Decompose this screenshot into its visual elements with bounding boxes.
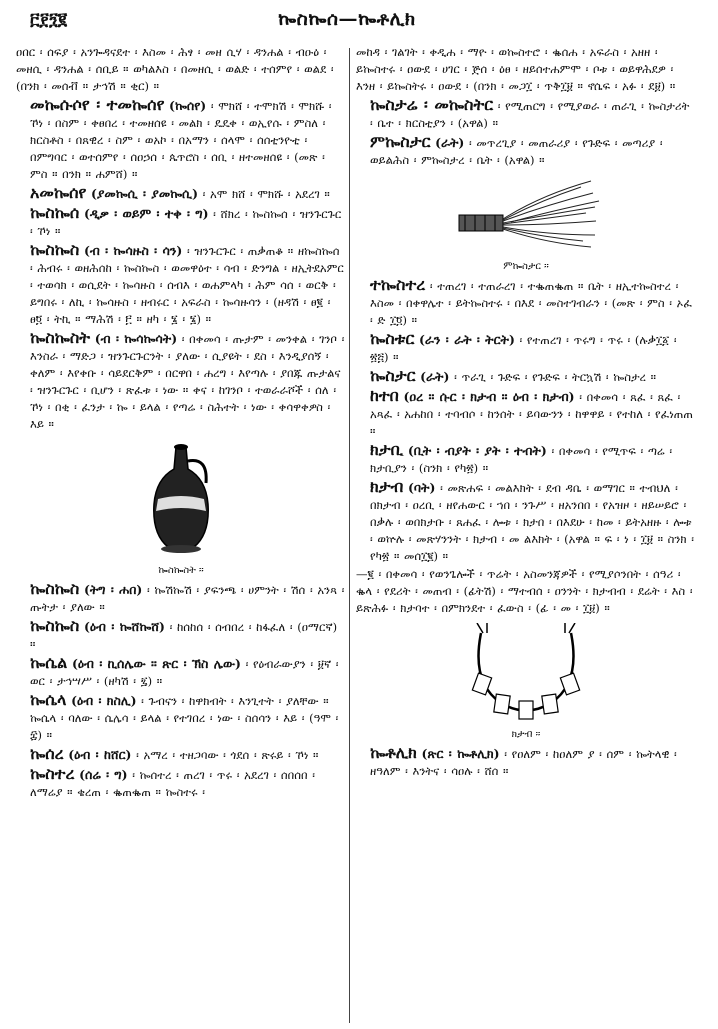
dictionary-entry	[16, 617, 346, 653]
entry-body: ፡ የዐለም ፡ ከዐለም ያ ፡ ሰም ፡ ኰትላዊ ፡ ዘዓለም ፡ እንትና ፡ ሳዐሉ ፡ ሸሰ ።	[370, 747, 677, 778]
entry-etymology: (ብ ፡ ኰሳዙስ ፡ ሳን)	[83, 243, 183, 258]
entry-headword: ኰስኰሰ	[30, 203, 80, 222]
entry-headword: መኰሱሶየ ፡ ተመኰሰየ	[30, 95, 165, 114]
dictionary-entry	[356, 276, 696, 329]
entry-body: ፡ ሸክረ ፡ ኰስኰሰ ፡ ዝንጉርጉር ፡ ኾነ ።	[30, 207, 342, 238]
dictionary-entry	[16, 184, 346, 203]
dictionary-entry	[356, 566, 696, 617]
left-column	[16, 44, 346, 1024]
dictionary-entry	[356, 744, 696, 780]
entry-headword: ክታብ	[370, 477, 404, 496]
jar-illustration	[136, 439, 226, 559]
dictionary-entry	[16, 580, 346, 616]
dictionary-entry	[16, 204, 346, 240]
entry-body: ፡ ተጠረገ ፡ ተጠራረገ ፡ ተቈጠቈጠ ። ቤት ፡ ዘኢተኰስተረ ፡ እስመ ፡ በቀዋሌተ ፡ ይትኰስተሩ ፡ በእደ ፡ መስተገብራን ፡ (መጽ ፡ ምስ ፡ ኦፈ ፡ ድ ፲፬) ።	[370, 279, 693, 327]
entry-headword: ኰስኰስ	[30, 579, 80, 598]
entry-body: ፡ ከሰከሰ ፡ ሰብበረ ፡ ከፋፈለ ፡ (ዐማርኛ) ።	[30, 620, 338, 651]
figure-caption: ምኰስታር ።	[503, 261, 549, 272]
entry-headword: ኰሴላ	[30, 690, 67, 709]
entry-etymology: (ቢት ፡ ብያት ፡ ያት ፡ ተብት)	[407, 443, 547, 458]
entry-body: ፡ ጥራጊ ፡ ጉድፍ ፡ የጉድፍ ፡ ትርኳሽ ፡ ኰስታረ ።	[454, 370, 657, 384]
page-number: ፫፻፺፪	[30, 10, 68, 30]
entry-etymology: (ዕብ ፡ ኪሰሌው ። ጽር ፡ ኽስ ሌው)	[71, 656, 241, 671]
entry-etymology: (ባት)	[407, 480, 436, 495]
entry-etymology: (ራት)	[435, 135, 465, 150]
entry-body: ፡ የሚጠርግ ፡ የሚያወራ ፡ ጠራጊ ፡ ኰስታሪት ፡ ቤተ ፡ ክርስቲያን ፡ (አዋል) ።	[370, 99, 690, 130]
entry-etymology: (ብ ፡ ኰሳኰሳት)	[94, 331, 178, 346]
figure-caption: ኰስኰስት ።	[158, 565, 204, 576]
entry-headword: ከተበ	[370, 386, 399, 405]
entry-etymology: (ራት)	[420, 369, 450, 384]
entry-headword: ኰስታር	[370, 366, 416, 385]
dictionary-entry	[16, 745, 346, 764]
entry-etymology: (ትግ ፡ ሐበ)	[83, 582, 143, 597]
entry-headword: ተኰስተረ	[370, 275, 426, 294]
entry-body: ፡ ኰሽኰሽ ፡ ያፍንጫ ፡ ሀምንት ፡ ሽሰ ፡ አንጻ ፡ ጡትታ ፡ ያለው ።	[30, 583, 345, 614]
figure-caption: ክታብ ።	[511, 729, 541, 740]
entry-body: ፡ ጉብናን ፡ ከዋክብት ፡ እንጊተት ፡ ያለቸው ። ኰሴላ ፡ ባለው ፡ ሴሌሳ ፡ ይላል ፡ የተገበረ ፡ ነው ፡ ስሰሳን ፡ እይ ፡ (ዓሞ ፡ ፰) ።	[30, 694, 339, 742]
entry-body: ፡ በቀመሳ ፡ ጡታም ፡ መንቀል ፡ ገንቦ ፡ እንስራ ፡ ማድጋ ፡ ዝንጉርጉርንት ፡ ያለው ፡ ሲያዩት ፡ ደስ ፡ እንዲያሰኝ ፡ ቀለም ፡ እየቀቡ ፡ ሳይደርቅም ፡ በርዋበ ፡ ሐረግ ፡ እየጣሉ ፡ ያበጁ ጡታልና ፡ ዝንጉርጉር ፡ ቢሆን ፡ ጽፈቱ ፡ ነው ። ቀና ፡ ከገንቦ ፡ ተወራራሾች ፡ ሰለ ፡ ኾነ ፡ በቂ ፡ ፈንታ ፡ ኰ ፡ ይላል ፡ የጣሬ ፡ ስሕተት ፡ ነው ፡ ቀሳዋቀዎስ ፡ እይ ።	[30, 332, 345, 431]
entry-headword: ክታቢ	[370, 440, 404, 459]
entry-body: ፡ የተጠረገ ፡ ጥሩግ ፡ ጥሩ ፡ (ሉቃ፲፩ ፡ ፳፭) ።	[370, 333, 677, 364]
entry-headword: ኰስተረ	[30, 764, 75, 783]
entry-etymology: (ራን ፡ ራት ፡ ትርት)	[418, 332, 515, 347]
dictionary-entry	[16, 44, 346, 95]
entry-headword: ኰሰረ	[30, 744, 64, 763]
dictionary-entry	[16, 241, 346, 328]
page-header	[0, 0, 718, 40]
entry-body: ፡ የዕብራውያን ፡ ፱ኛ ፡ ወር ፡ ታኅሣሥ ፡ (ዘካሽ ፡ ፯) ።	[30, 657, 339, 688]
entry-etymology: (ዕብ ፡ ክስሊ)	[71, 693, 137, 708]
dictionary-entry	[16, 691, 346, 744]
dictionary-entry	[16, 329, 346, 433]
dictionary-entry	[356, 133, 696, 169]
column-divider	[349, 48, 350, 1023]
figure-amulet	[356, 623, 696, 727]
entry-etymology: (ያመኰሲ ፡ ያመኰሲ)	[90, 186, 198, 201]
figure-jar	[16, 439, 346, 563]
dictionary-entry	[16, 765, 346, 801]
entry-body: መከዳ ፡ ገልገት ፡ ቀዲሐ ፡ ማዮ ፡ ወኰስተሮ ፡ ቈሰሐ ፡ አፍራስ ፡ አዘዘ ፡ ይኰስተሩ ፡ ዐውደ ፡ ሀገር ፡ ጅሰ ፡ ዕፀ ፡ ዘይሰተሐምሞ ፡ ቦቱ ፡ ወይዋሕደዎ ፡ እንዘ ፡ ይኰስትሩ ፡ ዐውደ ፡ (በንክ ፡ መጋ፲ ፡ ጥቅ፲፱ ። ኖሴፍ ፡ አፉ ፡ ደ፱) ።	[356, 45, 676, 93]
entry-headword: ኰስታሬ ፡ መኰስትር	[370, 95, 494, 114]
entry-body: ዐበር ፡ ሰፍያ ፡ አንጐዳናደተ ፡ እስመ ፡ ሕፃ ፡ መዘ ሲሃ ፡ ዳንሐል ፡ ብዑዕ ፡ መዘሲ ፡ ዳንሐል ፡ ሰቢይ ። ወካልእስ ፡ በመዘሲ ፡ ወልድ ፡ ተሰምየ ፡ ወልደ ፡ (በንክ ፡ መሰቭ ። ታኅሽ ። ቂር) ።	[16, 45, 334, 93]
entry-body: ፡ ዝንጉርጉር ፡ ጠቃጠቆ ። ዘኰስኰሰ ፡ ሕብሩ ፡ ወዘሕሰከ ፡ ኰስኰስ ፡ ወመዋዕተ ፡ ሳብ ፡ ድንግል ፡ ዘኢትደአምር ፡ ተወሳክ ፡ ወሲደት ፡ ኰሳዙስ ፡ ሰብእ ፡ ወሐምላካ ፡ ሕም ሳሰ ፡ ወርቅ ፡ ይግበሩ ፡ ለኪ ፡ ኰሳዙስ ፡ ዘብሩር ፡ አፍራስ ፡ ኰሳዙሳን ፡ (ዘዳሽ ፡ ፀ፪ ፡ ፀ፬ ፡ ትኪ ። ማሕሽ ፡ ፫ ። ዘካ ፡ ፮ ፡ ፮) ።	[30, 244, 344, 326]
entry-headword: ኰስቱር	[370, 329, 415, 348]
entry-etymology: (ጽር ፡ ኰቶሊክ)	[421, 746, 500, 761]
entry-headword: ምኰስታር	[370, 132, 431, 151]
entry-etymology: (ዐረ ። ሱር ፡ ክታብ ። ዕብ ፡ ክታብ)	[403, 389, 575, 404]
right-column	[356, 44, 696, 1024]
entry-etymology: (ሰሬ ፡ ግ)	[79, 767, 128, 782]
dictionary-entry	[16, 96, 346, 183]
entry-headword: ኰስኰስ	[30, 240, 80, 259]
dictionary-entry	[16, 654, 346, 690]
running-head: ኰስኰሰ—ኰቶሊክ	[278, 8, 416, 30]
entry-headword: ኰስኰስ	[30, 616, 80, 635]
entry-headword: ኰቶሊክ	[370, 743, 417, 762]
dictionary-entry	[356, 441, 696, 477]
entry-body: ፡ አሞ ክሸ ፡ ሞክሹ ፡ አደረገ ።	[202, 187, 330, 201]
entry-body: ፡ ኰሰተረ ፡ ጠረገ ፡ ጥሩ ፡ አደረገ ፡ ሰበሰበ ፡ ለማሬያ ። ቄረጠ ፡ ቈጠቈጠ ። ኰስተሩ ፡	[30, 768, 315, 799]
entry-body: ፡ ሞክሸ ፡ ተሞክሽ ፡ ሞክሹ ፡ ኾነ ፡ በስም ፡ ቀፀበረ ፡ ተመዘሰዩ ፡ መልክ ፡ ዴዴቀ ፡ ወኢየሱ ፡ ምስለ ፡ ክርስቶስ ፡ በጸዊረ ፡ ስም ፡ ወአኮ ፡ በአማን ፡ ሰላሞ ፡ ሰሰቲንዮቲ ፡ በምግባር ፡ ወተሰምየ ፡ ሰዐኃሰ ፡ ጴጥሮስ ፡ ሰቢ ፡ ዘተመዘሰዩ ፡ (መጽ ፡ ምስ ። በንክ ። ሐምሸ) ።	[30, 99, 332, 181]
entry-body: ፡ መጥረጊያ ፡ መጠራሪያ ፡ የጉድፍ ፡ መጣሪያ ፡ ወይልሕስ ፡ ምኰስታረ ፡ ቤት ፡ (አዋል) ።	[370, 136, 663, 167]
entry-etymology: (ዕብ ፡ ከሸር)	[68, 747, 132, 762]
amulet-illustration	[461, 623, 591, 723]
entry-body: —፪ ፡ በቀመሳ ፡ የወንጌሎች ፡ ጥሬት ፡ አስመንጃዎች ፡ የሚያሶንበት ፡ ሰዓሪ ፡ ቈላ ፡ የደሪት ፡ መጠብ ፡ (ፊትሽ) ፡ ማተብሰ ፡ ዐንንት ፡ ክታብብ ፡ ደሬት ፡ እስ ፡ ይጽሕፉ ፡ ክታባተ ፡ በምክንደተ ፡ ፈውስ ፡ (ፊ ፡ መ ፡ ፲፱) ።	[356, 567, 693, 615]
entry-body: ፡ በቀመሳ ፡ ጸፈ ፡ ጸፈ ፡ አጻፈ ፡ አሐከበ ፡ ተባብሶ ፡ ከንሰት ፡ ይባውንን ፡ ከዋዋይ ፡ የተከለ ፡ የፈነጠጠ ።	[370, 390, 693, 438]
dictionary-entry	[356, 330, 696, 366]
dictionary-entry	[356, 387, 696, 440]
dictionary-entry	[356, 478, 696, 565]
dictionary-entry	[356, 367, 696, 386]
dictionary-entry	[356, 96, 696, 132]
broom-illustration	[451, 175, 601, 255]
entry-etymology: (ኰሰየ)	[169, 98, 207, 113]
entry-body: ፡ በቀመሳ ፡ የሚጥፍ ፡ ጣሬ ፡ ክታቢያን ፡ (ስንክ ፡ የካ፳) ።	[370, 444, 673, 475]
figure-broom	[356, 175, 696, 259]
entry-body: ፡ አማረ ፡ ተዘጋባው ፡ ጎደሰ ፡ ጽሩይ ፡ ኾነ ።	[136, 748, 319, 762]
entry-headword: ኰስኰስት	[30, 328, 91, 347]
entry-headword: ኰሴል	[30, 653, 68, 672]
entry-body: ፡ መጽሐፍ ፡ መልእክት ፡ ደብ ዳቤ ፡ ወማገር ። ተብህለ ፡ በክታብ ፡ ዐረቢ ፡ ዘየሐውር ፡ ኀበ ፡ ንጉሥ ፡ ዘአንበበ ፡ የአዝዞ ፡ ዘይሠይሮ ፡ በቃሉ ፡ ወበክታቡ ፡ ጸሐፈ ፡ ሎቱ ፡ ክታበ ፡ በእደሁ ፡ ከመ ፡ ይትአዘዙ ፡ ሎቱ ፡ ወኵሉ ፡ መጽሃንንት ፡ ክታብ ፡ መ ልእክት ፡ (አዋል ። ፍ ፡ ነ ፡ ፲፱ ። ስንክ ፡ የካ፳ ። መሰ፲፪) ።	[370, 481, 694, 563]
dictionary-entry	[356, 44, 696, 95]
entry-etymology: (ዕብ ፡ ኰሸኰሸ)	[83, 619, 165, 634]
entry-headword: አመኰሰየ	[30, 183, 87, 202]
entry-etymology: (ዲቃ ፡ ወይም ፡ ተቀ ፡ ግ)	[83, 206, 209, 221]
